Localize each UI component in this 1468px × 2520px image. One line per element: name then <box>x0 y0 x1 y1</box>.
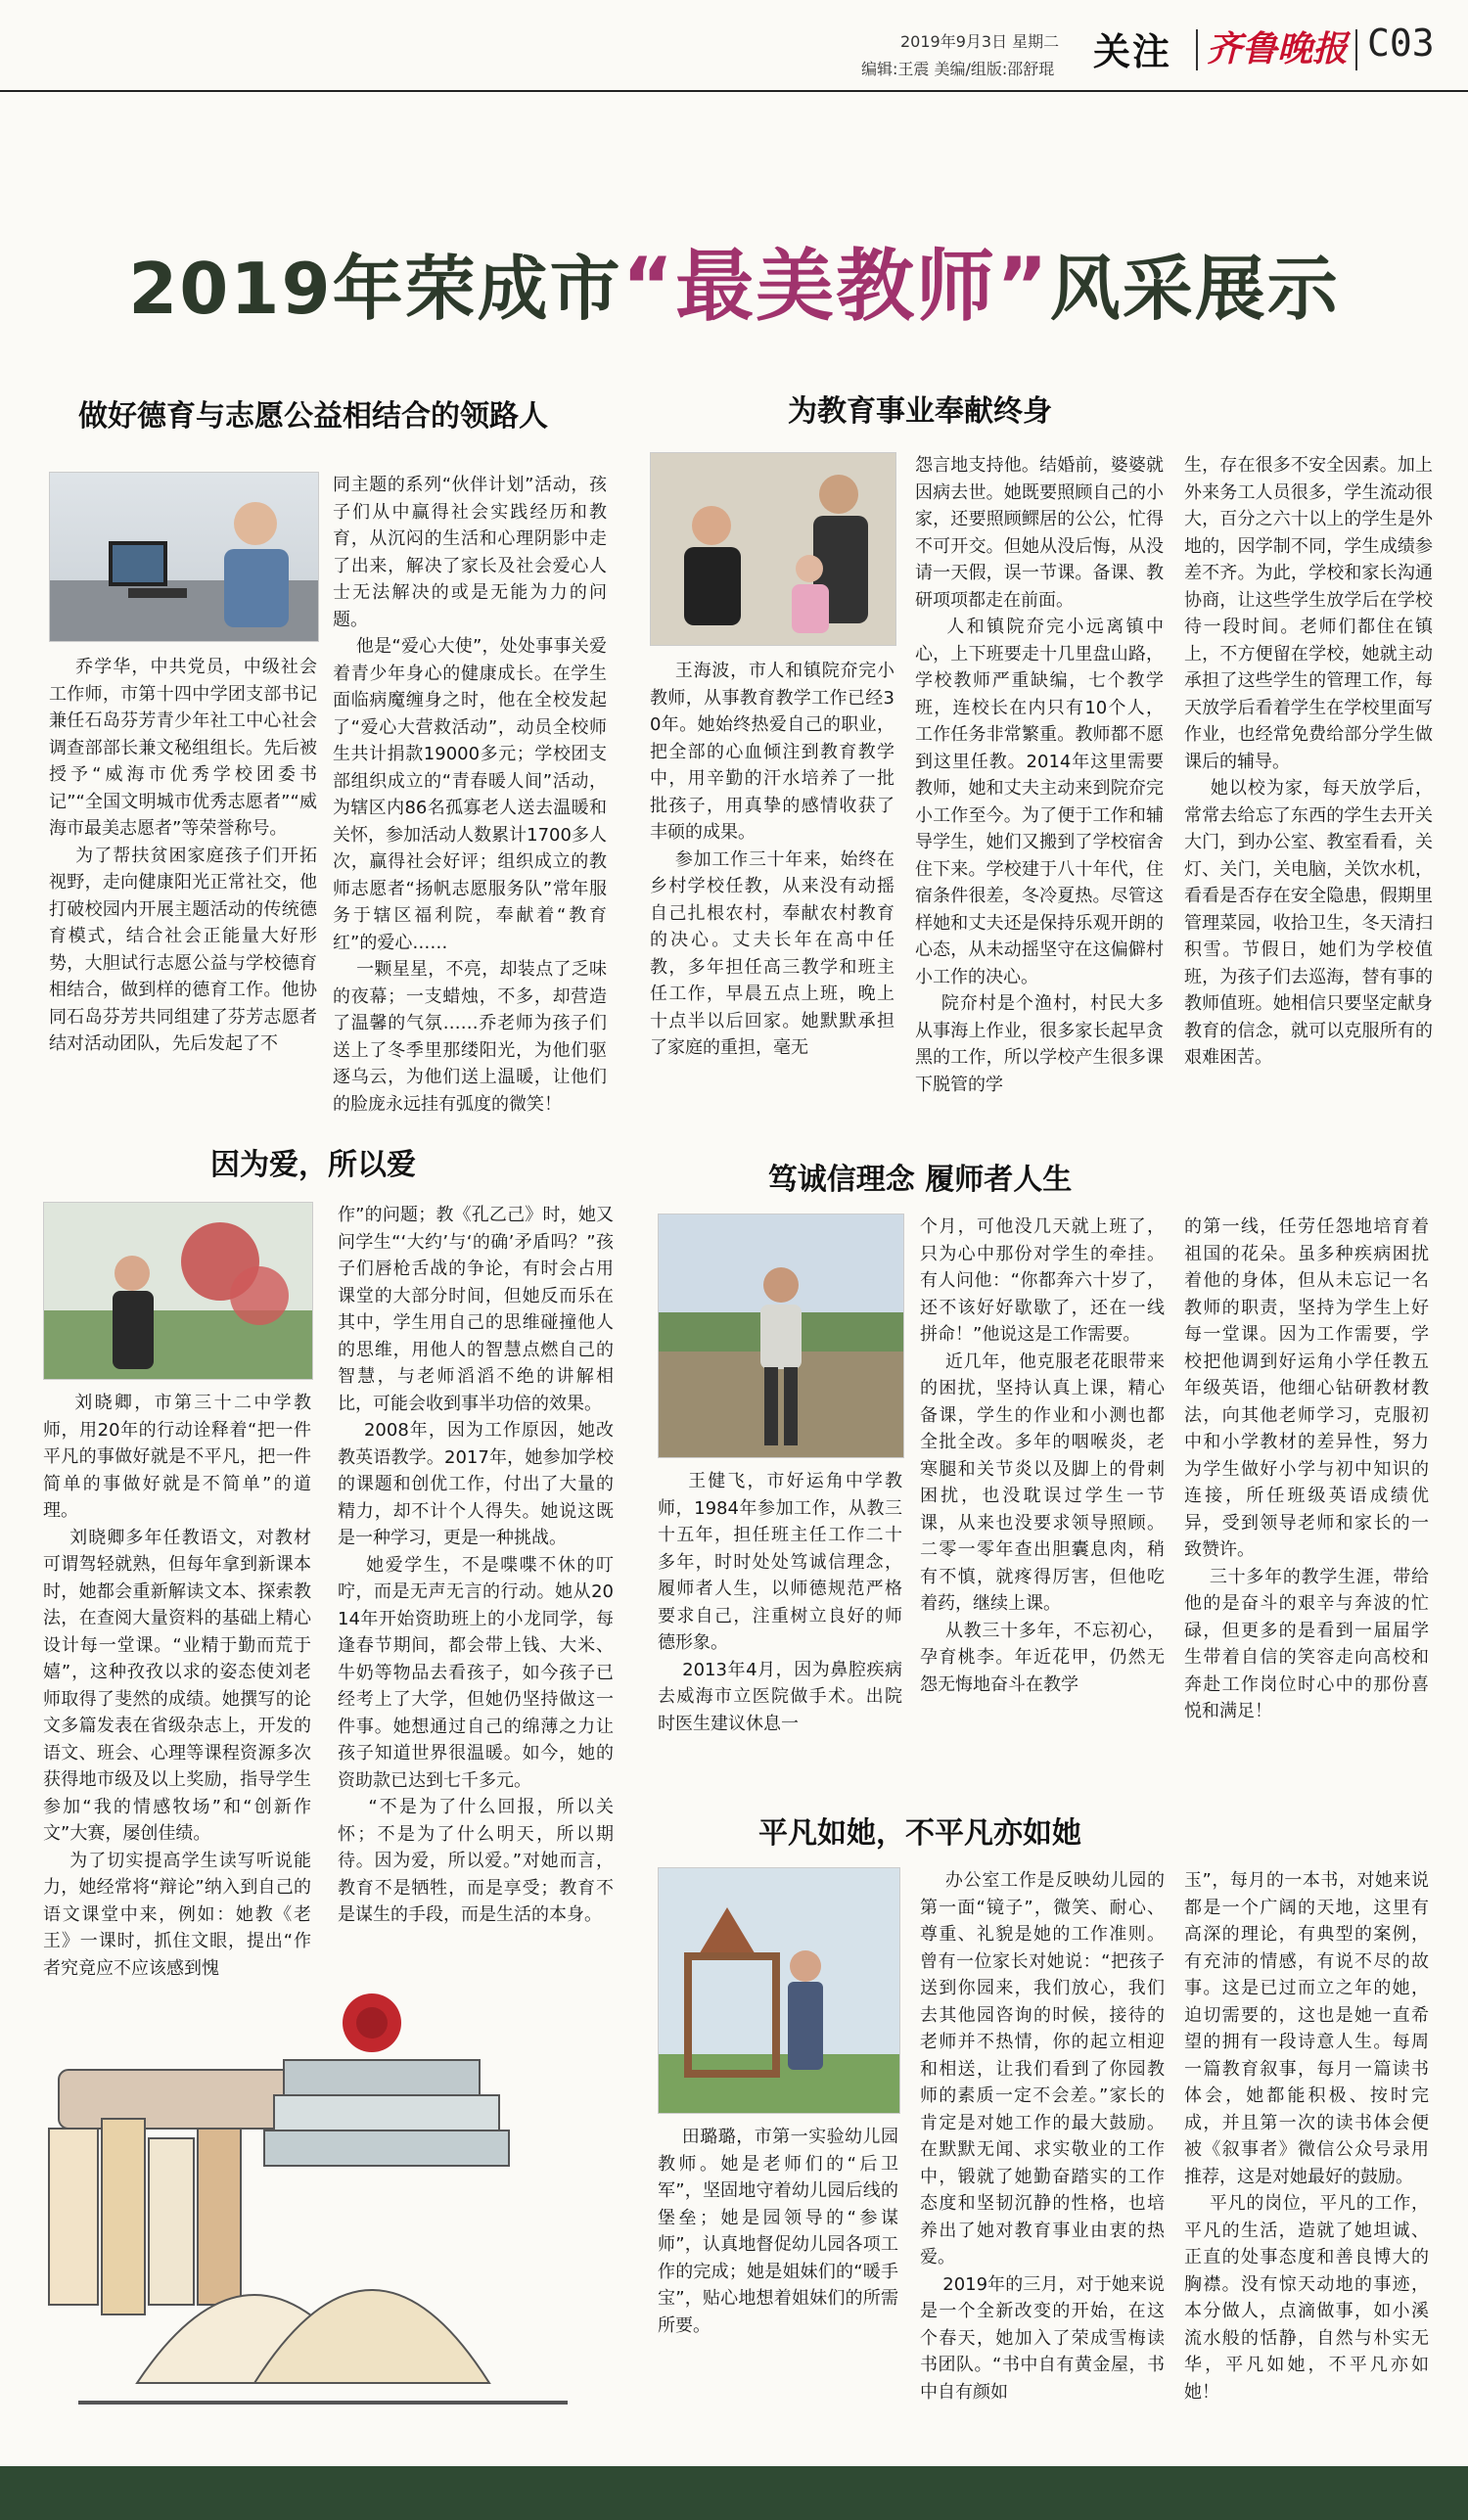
article-heading: 为教育事业奉献终身 <box>788 394 1052 429</box>
playground-portrait-photo <box>658 1867 900 2114</box>
issue-date: 2019年9月3日 星期二 <box>900 32 1060 51</box>
header-rule <box>0 90 1468 92</box>
flower-portrait-photo-icon <box>44 1203 312 1379</box>
article-body: 田璐璐，市第一实验幼儿园教师。她是老师们的“后卫军”，坚固地守着幼儿园后线的堡垒；她是园领导的“参谋师”，认真地督促幼儿园各项工作的完成；她是姐妹们的“暖手宝”，贴心地想着姐妹们的所需所要。 <box>658 2127 899 2336</box>
title-highlight: “最美教师” <box>621 241 1050 332</box>
section-name: 关注 <box>1093 30 1172 73</box>
article-body: 生，存在很多不安全因素。加上外来务工人员很多，学生流动很大，百分之六十以上的学生是外地的，因学制不同，学生成绩参差不齐。为此，学校和家长沟通协商，让这些学生放学后在学校待一段时间。老师们都住在镇上，不方便留在学校，她就主动承担了这些学生的管理工作，每天放学后看着学生在学校里面写作业，也经常免费给部分学生做课后的辅导。 她以校为家，每天放学后，常常去给忘了东西的学生去开关大门，到办公室、教室看看，关灯、关门，关电脑，关饮水机，看看是否存在安全隐患，假期里管理菜园，收拾卫生，冬天清扫积雪。节假日，她们为学校值班，为孩子们去巡海，替有事的教师值班。她相信只要坚定献身教育的信念，就可以克服所有的艰难困苦。 <box>1184 455 1434 1068</box>
article-body: 王健飞，市好运角中学教师，1984年参加工作，从教三十五年，担任班主任工作二十多年，时时处处笃诚信理念，履师者人生，以师德规范严格要求自己，注重树立良好的师德形象。 2013年4月，因为鼻腔疾病去威海市立医院做手术。出院时医生建议休息一 <box>658 1471 903 1734</box>
article-body: 王海波，市人和镇院夼完小教师，从事教育教学工作已经30年。她始终热爱自己的职业，把全部的心血倾注到教育教学中，用辛勤的汗水培养了一批批孩子，用真挚的感情收获了丰硕的成果。 参加工作三十年来，始终在乡村学校任教，从来没有动摇自己扎根农村，奉献农村教育的决心。丈夫长年在高中任教，多年担任高三教学和班主任工作，早晨五点上班，晚上十点半以后回家。她默默承担了家庭的重担，毫无 <box>650 661 895 1058</box>
playground-portrait-photo-icon <box>659 1868 899 2113</box>
books-rose-illustration <box>20 1972 617 2461</box>
article-heading: 因为爱，所以爱 <box>210 1148 416 1182</box>
masthead-divider <box>1196 29 1198 70</box>
flower-portrait-photo <box>43 1202 313 1380</box>
teacher-child-photo-icon <box>651 453 895 645</box>
masthead-divider <box>1355 29 1357 70</box>
title-prefix: 2019年荣成市 <box>128 248 622 330</box>
article-body: 同主题的系列“伙伴计划”活动，孩子们从中赢得社会实践经历和教育，从沉闷的生活和心理阴影中走了出来，解决了家长及社会爱心人士无法解决的或是无能为力的问题。 他是“爱心大使”，处处事事关爱着青少年身心的健康成长。在学生面临病魔缠身之时，他在全校发起了“爱心大营救活动”，动员全校师生共计捐款19000多元；学校团支部组织成立的“青春暖人间”活动，为辖区内86名孤寡老人送去温暖和关怀，参加活动人数累计1700多人次，赢得社会好评；组织成立的教师志愿者“扬帆志愿服务队”常年服务于辖区福利院，奉献着“教育红”的爱心…… 一颗星星，不亮，却装点了乏味的夜幕；一支蜡烛，不多，却营造了温馨的气氛……乔老师为孩子们送上了冬季里那缕阳光，为他们驱逐乌云，为他们送上温暖，让他们的脸庞永远挂有弧度的微笑！ <box>333 475 608 1115</box>
newspaper-logo: 齐鲁晚报 <box>1207 28 1349 69</box>
article-body: 个月，可他没几天就上班了，只为心中那份对学生的牵挂。有人问他：“你都奔六十岁了，还不该好好歇歇了，还在一线拼命！”他说这是工作需要。 近几年，他克服老花眼带来的困扰，坚持认真上课，精心备课，学生的作业和小测也都全批全改。多年的咽喉炎，老寒腿和关节炎以及脚上的骨刺困扰，也没耽误过学生一节课，从来也没要求领导照顾。二零一零年查出胆囊息肉，稍有不慎，就疼得厉害，但他吃着药，继续上课。 从教三十多年，不忘初心，孕育桃李。年近花甲，仍然无怨无悔地奋斗在教学 <box>920 1216 1166 1695</box>
article-heading: 做好德育与志愿公益相结合的领路人 <box>78 399 548 434</box>
article-heading: 平凡如她，不平凡亦如她 <box>758 1816 1081 1851</box>
article-body: 怨言地支持他。结婚前，婆婆就因病去世。她既要照顾自己的小家，还要照顾鳏居的公公，忙得不可开交。但她从没后悔，从没请一天假，误一节课。备课、教研项项都走在前面。 人和镇院夼完小远离镇中心，上下班要走十几里盘山路，学校教师严重缺编，七个教学班，连校长在内只有10个人，工作任务非常繁重。教师都不愿到这里任教。2014年这里需要教师，她和丈夫主动来到院夼完小工作至今。为了便于工作和辅导学生，她们又搬到了学校宿舍住下来。学校建于八十年代，住宿条件很差，冬冷夏热。尽管这样她和丈夫还是保持乐观开朗的心态，从未动摇坚守在这偏僻村小工作的决心。 院夼村是个渔村，村民大多从事海上作业，很多家长起早贪黑的工作，所以学校产生很多课下脱管的学 <box>915 455 1165 1095</box>
editor-credit: 编辑:王震 美编/组版:邵舒琨 <box>861 60 1055 78</box>
article-heading: 笃诚信理念 履师者人生 <box>767 1163 1073 1197</box>
article-body: 的第一线，任劳任怨地培育着祖国的花朵。虽多种疾病困扰着他的身体，但从未忘记一名教师的职责，坚持为学生上好每一堂课。因为工作需要，学校把他调到好运角小学任教五年级英语，他细心钻研教材教法，向其他老师学习，克服初中和小学教材的差异性，努力为学生做好小学与初中知识的连接，所任班级英语成绩优异，受到领导老师和家长的一致赞许。 三十多年的教学生涯，带给他的是奋斗的艰辛与奔波的忙碌，但更多的是看到一届届学生带着自信的笑容走向高校和奔赴工作岗位时心中的那份喜悦和满足！ <box>1184 1216 1430 1721</box>
field-portrait-photo <box>658 1214 904 1458</box>
article-body: 玉”，每月的一本书，对她来说都是一个广阔的天地，这里有高深的理论，有典型的案例，有充沛的情感，有说不尽的故事。这是已过而立之年的她，迫切需要的，这也是她一直希望的拥有一段诗意人生。每周一篇教育叙事，每月一篇读书体会，她都能积极、按时完成，并且第一次的读书体会便被《叙事者》微信公众号录用推荐，这是对她最好的鼓励。 平凡的岗位，平凡的工作，平凡的生活，造就了她坦诚、正直的处事态度和善良博大的胸襟。没有惊天动地的事迹，本分做人，点滴做事，如小溪流水般的恬静，自然与朴实无华，平凡如她，不平凡亦如她！ <box>1184 1870 1430 2403</box>
page-number: C03 <box>1367 22 1435 65</box>
article-body: 作”的问题；教《孔乙己》时，她又问学生“‘大约’与‘的确’矛盾吗？”孩子们唇枪舌战的争论，有时会占用课堂的大部分时间，但她反而乐在其中，学生用自己的思维碰撞他人的思维，用他人的智慧点燃自己的智慧，与老师滔滔不绝的讲解相比，可能会收到事半功倍的效果。 2008年，因为工作原因，她改教英语教学。2017年，她参加学校的课题和创优工作，付出了大量的精力，却不计个人得失。她说这既是一种学习，更是一种挑战。 她爱学生，不是喋喋不休的叮咛，而是无声无言的行动。她从2014年开始资助班上的小龙同学，每逢春节期间，都会带上钱、大米、牛奶等物品去看孩子，如今孩子已经考上了大学，但她仍坚持做这一件事。她想通过自己的绵薄之力让孩子知道世界很温暖。如今，她的资助款已达到七千多元。 “不是为了什么回报，所以关怀；不是为了什么明天，所以期待。因为爱，所以爱。”对她而言，教育不是牺牲，而是享受；教育不是谋生的手段，而是生活的本身。 <box>338 1205 615 1925</box>
teacher-child-photo <box>650 452 896 646</box>
books-illustration-icon <box>20 1972 617 2461</box>
article-body: 办公室工作是反映幼儿园的第一面“镜子”，微笑、耐心、尊重、礼貌是她的工作准则。曾有一位家长对她说：“把孩子送到你园来，我们放心，我们去其他园咨询的时候，接待的老师并不热情，你的起立相迎和相送，让我们看到了你园教师的素质一定不会差。”家长的肯定是对她工作的最大鼓励。在默默无闻、求实敬业的工作中，锻就了她勤奋踏实的工作态度和坚韧沉静的性格，也培养出了她对教育事业由衷的热爱。 2019年的三月，对于她来说是一个全新改变的开始，在这个春天，她加入了荣成雪梅读书团队。“书中自有黄金屋，书中自有颜如 <box>920 1870 1166 2403</box>
classroom-photo <box>49 472 319 642</box>
article-body: 乔学华，中共党员，中级社会工作师，市第十四中学团支部书记兼任石岛芬芳青少年社工中心社会调查部部长兼文秘组组长。先后被授予“威海市优秀学校团委书记”“全国文明城市优秀志愿者”“威海市最美志愿者”等荣誉称号。 为了帮扶贫困家庭孩子们开拓视野，走向健康阳光正常社交，他打破校园内开展主题活动的传统德育模式，结合社会正能量大好形势，大胆试行志愿公益与学校德育相结合，做到样的德育工作。他协同石岛芬芳共同组建了芬芳志愿者结对活动团队，先后发起了不 <box>49 657 318 1054</box>
title-suffix: 风采展示 <box>1049 248 1340 330</box>
page-title <box>0 223 1468 336</box>
field-portrait-photo-icon <box>659 1214 903 1457</box>
footer-band <box>0 2466 1468 2520</box>
article-body: 刘晓卿，市第三十二中学教师，用20年的行动诠释着“把一件平凡的事做好就是不平凡，把一件简单的事做好就是不简单”的道理。 刘晓卿多年任教语文，对教材可谓驾轻就熟，但每年拿到新课本时，她都会重新解读文本、探索教法，在查阅大量资料的基础上精心设计每一堂课。“业精于勤而荒于嬉”，这种孜孜以求的姿态使刘老师取得了斐然的成绩。她撰写的论文多篇发表在省级杂志上，开发的语文、班会、心理等课程资源多次获得地市级及以上奖励，指导学生参加“我的情感牧场”和“创新作文”大赛，屡创佳绩。 为了切实提高学生读写听说能力，她经常将“辩论”纳入到自己的语文课堂中来，例如：她教《老王》一课时，抓住文眼，提出“作者究竟应不应该感到愧 <box>43 1393 312 1979</box>
classroom-photo-icon <box>50 473 318 641</box>
